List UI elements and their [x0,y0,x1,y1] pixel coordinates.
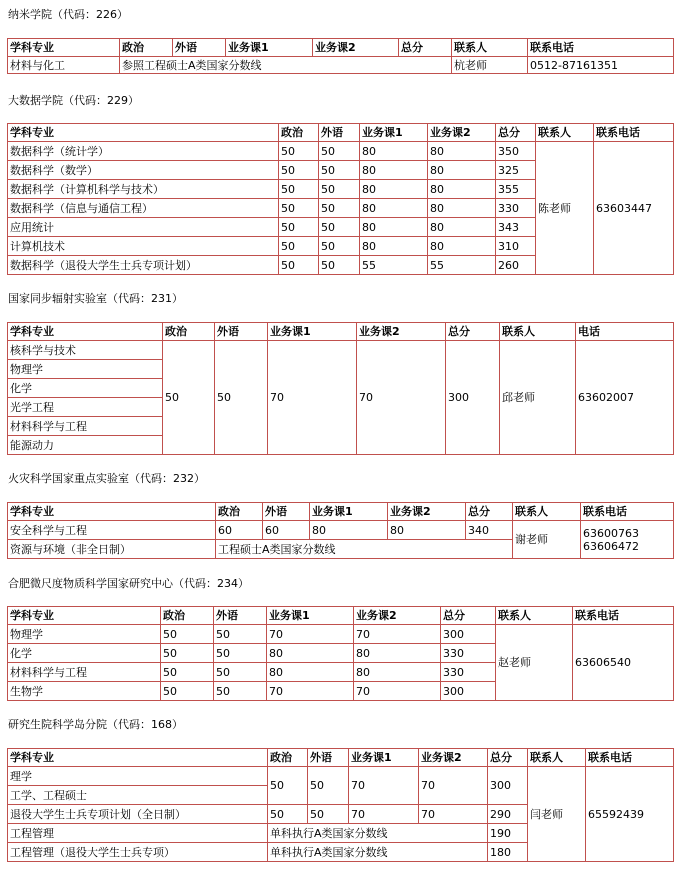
score-cell: 50 [279,237,319,256]
score-cell: 55 [360,256,428,275]
score-cell: 50 [319,142,360,161]
total-cell: 190 [488,824,528,843]
major-cell: 理学 [8,767,268,786]
section-title-nano: 纳米学院（代码：226） [8,8,128,21]
header-cell: 联系人 [528,749,586,767]
table-header [8,124,674,142]
major-cell: 材料与化工 [8,57,120,74]
score-cell: 50 [319,218,360,237]
total-cell: 343 [496,218,536,237]
header-cell: 学科专业 [8,124,279,142]
major-cell: 材料科学与工程 [8,663,161,682]
score-cell: 50 [214,682,267,701]
score-cell: 60 [263,521,310,540]
score-cell: 60 [216,521,263,540]
score-cell: 80 [428,161,496,180]
section-title-bigdata: 大数据学院（代码：229） [8,94,139,107]
major-cell: 数据科学（统计学） [8,142,279,161]
header-cell: 总分 [496,124,536,142]
header-cell: 业务课2 [428,124,496,142]
score-cell: 55 [428,256,496,275]
major-cell: 材料科学与工程 [8,417,163,436]
header-cell: 外语 [173,39,226,57]
score-cell: 70 [267,625,354,644]
score-cell: 50 [161,625,214,644]
score-cell: 80 [360,161,428,180]
major-cell: 化学 [8,379,163,398]
total-cell: 330 [496,199,536,218]
header-cell: 学科专业 [8,323,163,341]
header-cell: 联系人 [452,39,528,57]
score-cell: 80 [388,521,466,540]
header-cell: 业务课1 [349,749,419,767]
major-cell: 数据科学（信息与通信工程） [8,199,279,218]
contact-cell: 杭老师 [452,57,528,74]
total-cell: 290 [488,805,528,824]
header-cell: 业务课2 [357,323,446,341]
table-microscale [7,606,674,701]
header-cell: 业务课2 [419,749,488,767]
header-cell: 政治 [216,503,263,521]
major-cell: 化学 [8,644,161,663]
total-cell: 180 [488,843,528,862]
header-cell: 学科专业 [8,749,268,767]
table-nano [7,38,674,74]
contact-cell: 闫老师 [528,767,586,862]
header-cell: 联系电话 [581,503,674,521]
total-cell: 330 [441,663,496,682]
table-row [8,521,674,540]
section-title-microscale: 合肥微尺度物质科学国家研究中心（代码：234） [8,577,249,590]
header-cell: 业务课1 [267,607,354,625]
table-fire [7,502,674,559]
major-cell: 数据科学（数学） [8,161,279,180]
score-cell: 70 [419,767,488,805]
score-cell: 50 [308,767,349,805]
header-cell: 总分 [399,39,452,57]
score-cell: 50 [308,805,349,824]
major-cell: 退役大学生士兵专项计划（全日制） [8,805,268,824]
score-cell: 70 [349,767,419,805]
table-row [8,57,674,74]
header-cell: 业务课1 [226,39,313,57]
phone-cell: 63606540 [573,625,674,701]
score-cell: 50 [279,142,319,161]
score-cell: 50 [319,161,360,180]
table-header [8,503,674,521]
score-cell: 50 [214,663,267,682]
table-header [8,39,674,57]
phone-cell: 65592439 [586,767,674,862]
header-cell: 联系人 [496,607,573,625]
total-cell: 260 [496,256,536,275]
score-cell: 50 [319,180,360,199]
major-cell: 安全科学与工程 [8,521,216,540]
table-row [8,341,674,360]
major-cell: 工学、工程硕士 [8,786,268,805]
total-cell: 300 [446,341,500,455]
score-cell: 50 [319,199,360,218]
major-cell: 物理学 [8,625,161,644]
table-row [8,142,674,161]
header-cell: 联系电话 [528,39,674,57]
section-title-fire: 火灾科学国家重点实验室（代码：232） [8,472,205,485]
section-title-science-island: 研究生院科学岛分院（代码：168） [8,718,183,731]
header-cell: 政治 [120,39,173,57]
note-cell: 单科执行A类国家分数线 [268,824,488,843]
score-cell: 50 [163,341,215,455]
score-cell: 80 [360,180,428,199]
header-cell: 电话 [576,323,674,341]
score-cell: 80 [354,644,441,663]
table-science-island [7,748,674,862]
score-cell: 50 [214,625,267,644]
score-cell: 70 [354,625,441,644]
table-header [8,607,674,625]
table-row [8,767,674,786]
header-cell: 总分 [466,503,513,521]
score-cell: 70 [268,341,357,455]
major-cell: 生物学 [8,682,161,701]
score-cell: 50 [279,180,319,199]
score-cell: 80 [428,237,496,256]
score-cell: 80 [267,663,354,682]
score-cell: 50 [319,237,360,256]
header-cell: 联系电话 [573,607,674,625]
score-cell: 80 [267,644,354,663]
score-cell: 80 [354,663,441,682]
header-cell: 政治 [163,323,215,341]
major-cell: 资源与环境（非全日制） [8,540,216,559]
header-cell: 政治 [268,749,308,767]
total-cell: 340 [466,521,513,540]
score-cell: 70 [349,805,419,824]
header-cell: 外语 [214,607,267,625]
total-cell: 330 [441,644,496,663]
score-cell: 80 [360,199,428,218]
header-cell: 外语 [319,124,360,142]
phone-cell: 63602007 [576,341,674,455]
total-cell: 350 [496,142,536,161]
major-cell: 核科学与技术 [8,341,163,360]
header-cell: 总分 [446,323,500,341]
score-cell: 50 [161,663,214,682]
score-cell: 80 [360,237,428,256]
table-synchrotron [7,322,674,455]
header-cell: 外语 [263,503,310,521]
major-cell: 工程管理（退役大学生士兵专项） [8,843,268,862]
header-cell: 政治 [161,607,214,625]
header-cell: 学科专业 [8,39,120,57]
table-bigdata [7,123,674,275]
score-cell: 50 [319,256,360,275]
score-cell: 80 [428,180,496,199]
total-cell: 355 [496,180,536,199]
score-cell: 70 [357,341,446,455]
phone-cell: 0512-87161351 [528,57,674,74]
header-cell: 业务课2 [313,39,399,57]
score-cell: 80 [428,218,496,237]
contact-cell: 邱老师 [500,341,576,455]
section-title-synchrotron: 国家同步辐射实验室（代码：231） [8,292,183,305]
header-cell: 联系电话 [594,124,674,142]
total-cell: 310 [496,237,536,256]
table-header [8,323,674,341]
header-cell: 联系人 [500,323,576,341]
major-cell: 光学工程 [8,398,163,417]
major-cell: 物理学 [8,360,163,379]
note-cell: 工程硕士A类国家分数线 [216,540,513,559]
header-cell: 总分 [441,607,496,625]
note-cell: 参照工程硕士A类国家分数线 [120,57,452,74]
score-cell: 50 [161,682,214,701]
total-cell: 300 [441,625,496,644]
header-cell: 联系人 [513,503,581,521]
phone-line: 63606472 [583,539,639,553]
contact-cell: 陈老师 [536,142,594,275]
score-cell: 50 [279,218,319,237]
score-cell: 50 [279,256,319,275]
total-cell: 325 [496,161,536,180]
header-cell: 业务课2 [354,607,441,625]
header-cell: 业务课2 [388,503,466,521]
total-cell: 300 [488,767,528,805]
phone-line: 63600763 [583,526,639,540]
header-cell: 总分 [488,749,528,767]
phone-cell [581,521,674,559]
total-cell: 300 [441,682,496,701]
score-cell: 50 [279,199,319,218]
major-cell: 数据科学（退役大学生士兵专项计划） [8,256,279,275]
score-cell: 80 [360,218,428,237]
contact-cell: 赵老师 [496,625,573,701]
major-cell: 数据科学（计算机科学与技术） [8,180,279,199]
score-cell: 80 [428,199,496,218]
contact-cell: 谢老师 [513,521,581,559]
score-cell: 50 [214,644,267,663]
header-cell: 学科专业 [8,503,216,521]
header-cell: 业务课1 [310,503,388,521]
major-cell: 工程管理 [8,824,268,843]
header-cell: 外语 [215,323,268,341]
score-cell: 80 [428,142,496,161]
score-cell: 50 [215,341,268,455]
score-cell: 80 [310,521,388,540]
table-row [8,625,674,644]
score-cell: 70 [267,682,354,701]
score-cell: 50 [268,805,308,824]
major-cell: 应用统计 [8,218,279,237]
header-cell: 业务课1 [268,323,357,341]
score-cell: 70 [419,805,488,824]
score-cell: 50 [161,644,214,663]
header-cell: 政治 [279,124,319,142]
header-cell: 业务课1 [360,124,428,142]
score-cell: 80 [360,142,428,161]
header-cell: 联系电话 [586,749,674,767]
major-cell: 计算机技术 [8,237,279,256]
header-cell: 联系人 [536,124,594,142]
table-header [8,749,674,767]
header-cell: 学科专业 [8,607,161,625]
header-cell: 外语 [308,749,349,767]
major-cell: 能源动力 [8,436,163,455]
score-cell: 50 [279,161,319,180]
note-cell: 单科执行A类国家分数线 [268,843,488,862]
score-cell: 70 [354,682,441,701]
score-cell: 50 [268,767,308,805]
phone-cell: 63603447 [594,142,674,275]
